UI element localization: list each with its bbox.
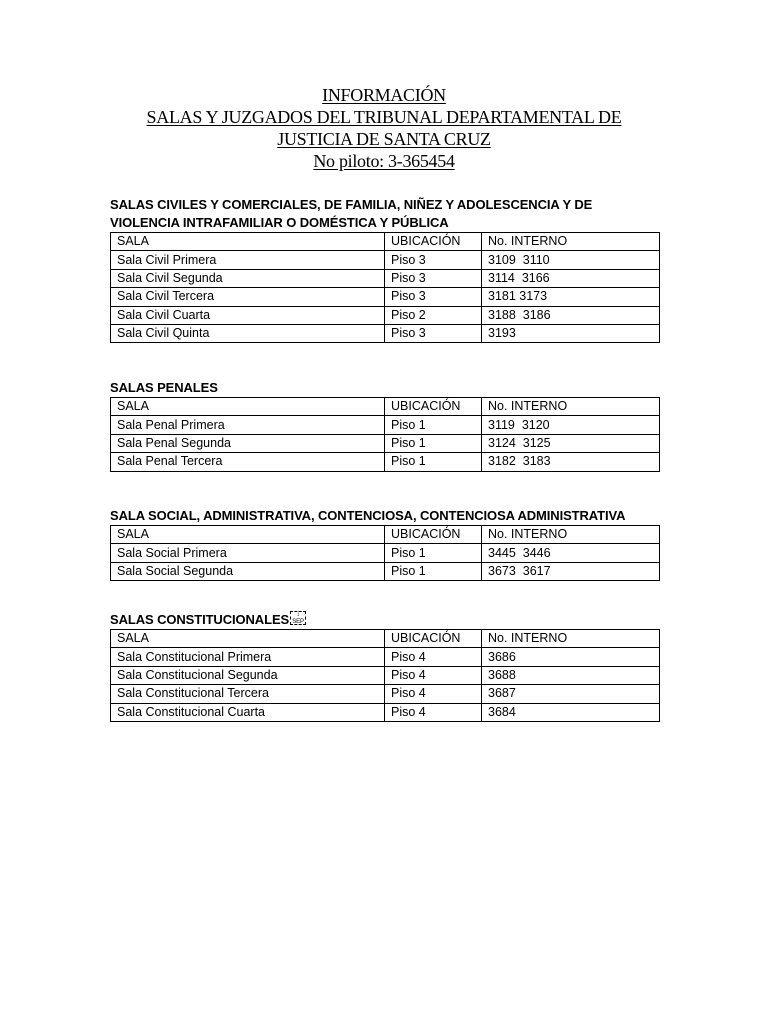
table-header-row xyxy=(111,398,660,416)
cell-ubicacion: Piso 4 xyxy=(385,703,482,721)
section-title: SALAS PENALES xyxy=(110,380,218,395)
section-sala-social xyxy=(110,507,660,581)
cell-ubicacion: Piso 3 xyxy=(385,324,482,342)
salas-table xyxy=(110,232,660,343)
table-row xyxy=(111,453,660,471)
cell-ubicacion: Piso 1 xyxy=(385,562,482,580)
sep-marker-label: SEP xyxy=(292,619,304,625)
cell-interno: 3124 3125 xyxy=(482,434,660,452)
pilot-number: No piloto: 3-365454 xyxy=(313,151,455,171)
table-row xyxy=(111,666,660,684)
column-header-sala: SALA xyxy=(111,630,385,648)
section-salas-penales xyxy=(110,379,660,472)
table-header-row xyxy=(111,526,660,544)
document-header xyxy=(0,84,768,172)
cell-ubicacion: Piso 4 xyxy=(385,648,482,666)
cell-interno: 3119 3120 xyxy=(482,416,660,434)
table-header-row xyxy=(111,630,660,648)
cell-ubicacion: Piso 3 xyxy=(385,269,482,287)
salas-table xyxy=(110,397,660,472)
cell-sala: Sala Constitucional Segunda xyxy=(111,666,385,684)
cell-sala: Sala Civil Tercera xyxy=(111,288,385,306)
column-header-interno: No. INTERNO xyxy=(482,233,660,251)
cell-interno: 3445 3446 xyxy=(482,544,660,562)
section-title-text: SALAS CONSTITUCIONALES xyxy=(110,612,290,627)
table-row xyxy=(111,288,660,306)
cell-interno: 3109 3110 xyxy=(482,251,660,269)
cell-interno: 3188 3186 xyxy=(482,306,660,324)
table-row xyxy=(111,544,660,562)
cell-ubicacion: Piso 1 xyxy=(385,434,482,452)
section-title: SALAS CIVILES Y COMERCIALES, DE FAMILIA, NIÑEZ Y ADOLESCENCIA Y DE VIOLENCIA INTRAFAMILIAR O DOMÉSTICA Y PÚBLICA xyxy=(110,197,593,230)
cell-sala: Sala Civil Primera xyxy=(111,251,385,269)
table-row xyxy=(111,703,660,721)
cell-interno: 3684 xyxy=(482,703,660,721)
cell-sala: Sala Penal Tercera xyxy=(111,453,385,471)
cell-interno: 3688 xyxy=(482,666,660,684)
cell-ubicacion: Piso 4 xyxy=(385,666,482,684)
section-salas-constitucionales xyxy=(110,611,660,722)
cell-interno: 3193 xyxy=(482,324,660,342)
column-header-ubicacion: UBICACIÓN xyxy=(385,526,482,544)
cell-sala: Sala Constitucional Cuarta xyxy=(111,703,385,721)
cell-sala: Sala Social Primera xyxy=(111,544,385,562)
sep-marker: ↕ SEP xyxy=(290,611,306,625)
column-header-ubicacion: UBICACIÓN xyxy=(385,233,482,251)
doc-subtitle-line-2: JUSTICIA DE SANTA CRUZ xyxy=(277,129,491,149)
cell-sala: Sala Social Segunda xyxy=(111,562,385,580)
cell-interno: 3687 xyxy=(482,685,660,703)
table-row xyxy=(111,269,660,287)
table-row xyxy=(111,434,660,452)
cell-interno: 3181 3173 xyxy=(482,288,660,306)
cell-interno: 3673 3617 xyxy=(482,562,660,580)
column-header-sala: SALA xyxy=(111,398,385,416)
table-header-row xyxy=(111,233,660,251)
section-title: SALA SOCIAL, ADMINISTRATIVA, CONTENCIOSA, CONTENCIOSA ADMINISTRATIVA xyxy=(110,508,626,523)
cell-ubicacion: Piso 3 xyxy=(385,288,482,306)
table-row xyxy=(111,306,660,324)
table-row xyxy=(111,416,660,434)
cell-interno: 3182 3183 xyxy=(482,453,660,471)
cell-sala: Sala Constitucional Tercera xyxy=(111,685,385,703)
column-header-ubicacion: UBICACIÓN xyxy=(385,630,482,648)
table-row xyxy=(111,324,660,342)
cell-ubicacion: Piso 1 xyxy=(385,416,482,434)
column-header-interno: No. INTERNO xyxy=(482,526,660,544)
cell-ubicacion: Piso 2 xyxy=(385,306,482,324)
doc-title: INFORMACIÓN xyxy=(322,85,446,105)
cell-sala: Sala Penal Primera xyxy=(111,416,385,434)
table-row xyxy=(111,685,660,703)
cell-sala: Sala Constitucional Primera xyxy=(111,648,385,666)
column-header-interno: No. INTERNO xyxy=(482,398,660,416)
table-row xyxy=(111,562,660,580)
section-title xyxy=(110,611,660,629)
column-header-interno: No. INTERNO xyxy=(482,630,660,648)
cell-ubicacion: Piso 3 xyxy=(385,251,482,269)
cell-ubicacion: Piso 4 xyxy=(385,685,482,703)
doc-subtitle-line-1: SALAS Y JUZGADOS DEL TRIBUNAL DEPARTAMENTAL DE xyxy=(146,107,622,127)
cell-ubicacion: Piso 1 xyxy=(385,453,482,471)
cell-sala: Sala Civil Cuarta xyxy=(111,306,385,324)
cell-interno: 3114 3166 xyxy=(482,269,660,287)
table-row xyxy=(111,648,660,666)
cell-sala: Sala Penal Segunda xyxy=(111,434,385,452)
cell-sala: Sala Civil Quinta xyxy=(111,324,385,342)
column-header-sala: SALA xyxy=(111,233,385,251)
cell-ubicacion: Piso 1 xyxy=(385,544,482,562)
cell-interno: 3686 xyxy=(482,648,660,666)
salas-table xyxy=(110,629,660,722)
cell-sala: Sala Civil Segunda xyxy=(111,269,385,287)
salas-table xyxy=(110,525,660,581)
table-row xyxy=(111,251,660,269)
section-salas-civiles xyxy=(110,196,660,343)
column-header-sala: SALA xyxy=(111,526,385,544)
column-header-ubicacion: UBICACIÓN xyxy=(385,398,482,416)
